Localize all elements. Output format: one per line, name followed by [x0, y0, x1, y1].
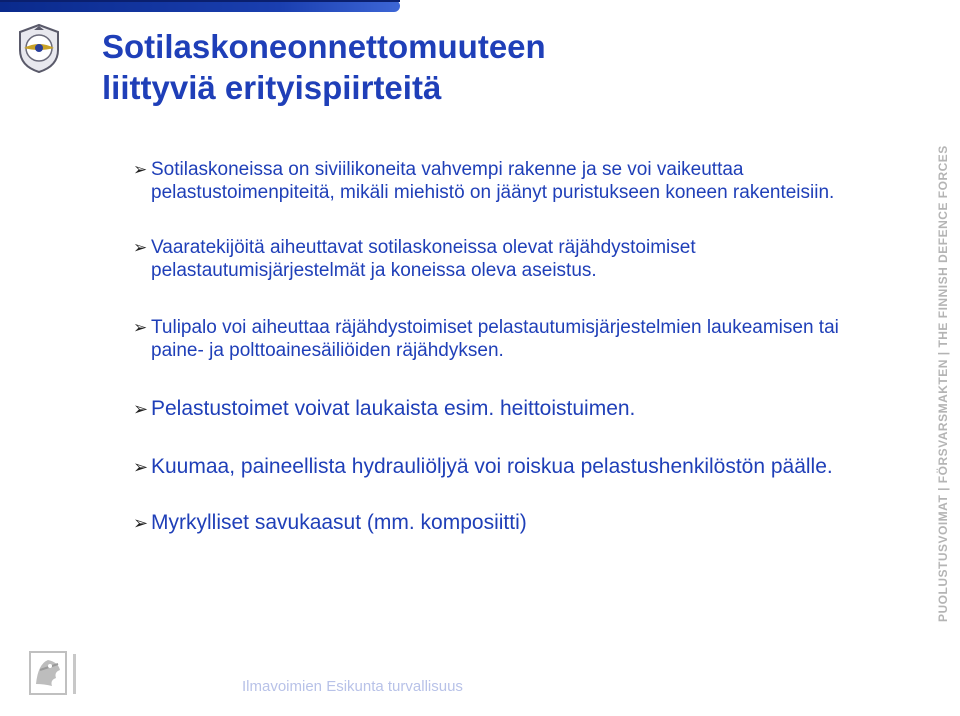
bullet-item — [133, 510, 893, 536]
arrow-bullet-icon: ➢ — [133, 318, 148, 337]
slide-title-line-1: Sotilaskoneonnettomuuteen — [102, 28, 546, 65]
slide-title — [102, 26, 546, 108]
bullet-text: Sotilaskoneissa on siviilikoneita vahvempi rakenne ja se voi vaikeuttaa pelastustoimenpiteitä, mikäli miehistö on jäänyt puristukseen koneen rakenteisiin. — [151, 159, 835, 203]
bullet-text: Kuumaa, paineellista hydrauliöljyä voi roiskua pelastushenkilöstön päälle. — [151, 455, 833, 478]
bullet-text: Myrkylliset savukaasut (mm. komposiitti) — [151, 511, 527, 534]
air-force-emblem-icon — [14, 22, 64, 74]
bullet-item — [133, 158, 893, 204]
footer-text: Ilmavoimien Esikunta turvallisuus — [242, 678, 463, 695]
arrow-bullet-icon: ➢ — [133, 399, 149, 419]
arrow-bullet-icon: ➢ — [133, 238, 148, 257]
arrow-bullet-icon: ➢ — [133, 513, 149, 533]
bullet-item — [133, 236, 893, 282]
lion-crest-icon — [28, 650, 68, 696]
top-accent-line — [0, 0, 400, 2]
slide-title-line-2: liittyviä erityispiirteitä — [102, 69, 442, 106]
crest-divider-icon — [70, 654, 80, 694]
arrow-bullet-icon: ➢ — [133, 457, 149, 477]
bullet-item — [133, 396, 893, 422]
bullet-list — [133, 158, 893, 536]
arrow-bullet-icon: ➢ — [133, 160, 148, 179]
side-branding: PUOLUSTUSVOIMAT | FÖRSVARSMAKTEN | THE FINNISH DEFENCE FORCES — [936, 145, 950, 622]
bullet-text: Tulipalo voi aiheuttaa räjähdystoimiset pelastautumisjärjestelmien laukeamisen tai paine- ja polttoainesäiliöiden räjähdyksen. — [151, 317, 839, 361]
bullet-item — [133, 454, 893, 480]
bullet-text: Vaaratekijöitä aiheuttavat sotilaskoneissa olevat räjähdystoimiset pelastautumisjärjestelmät ja koneissa oleva aseistus. — [151, 237, 696, 281]
bullet-item — [133, 316, 893, 362]
bullet-text: Pelastustoimet voivat laukaista esim. heittoistuimen. — [151, 397, 636, 420]
